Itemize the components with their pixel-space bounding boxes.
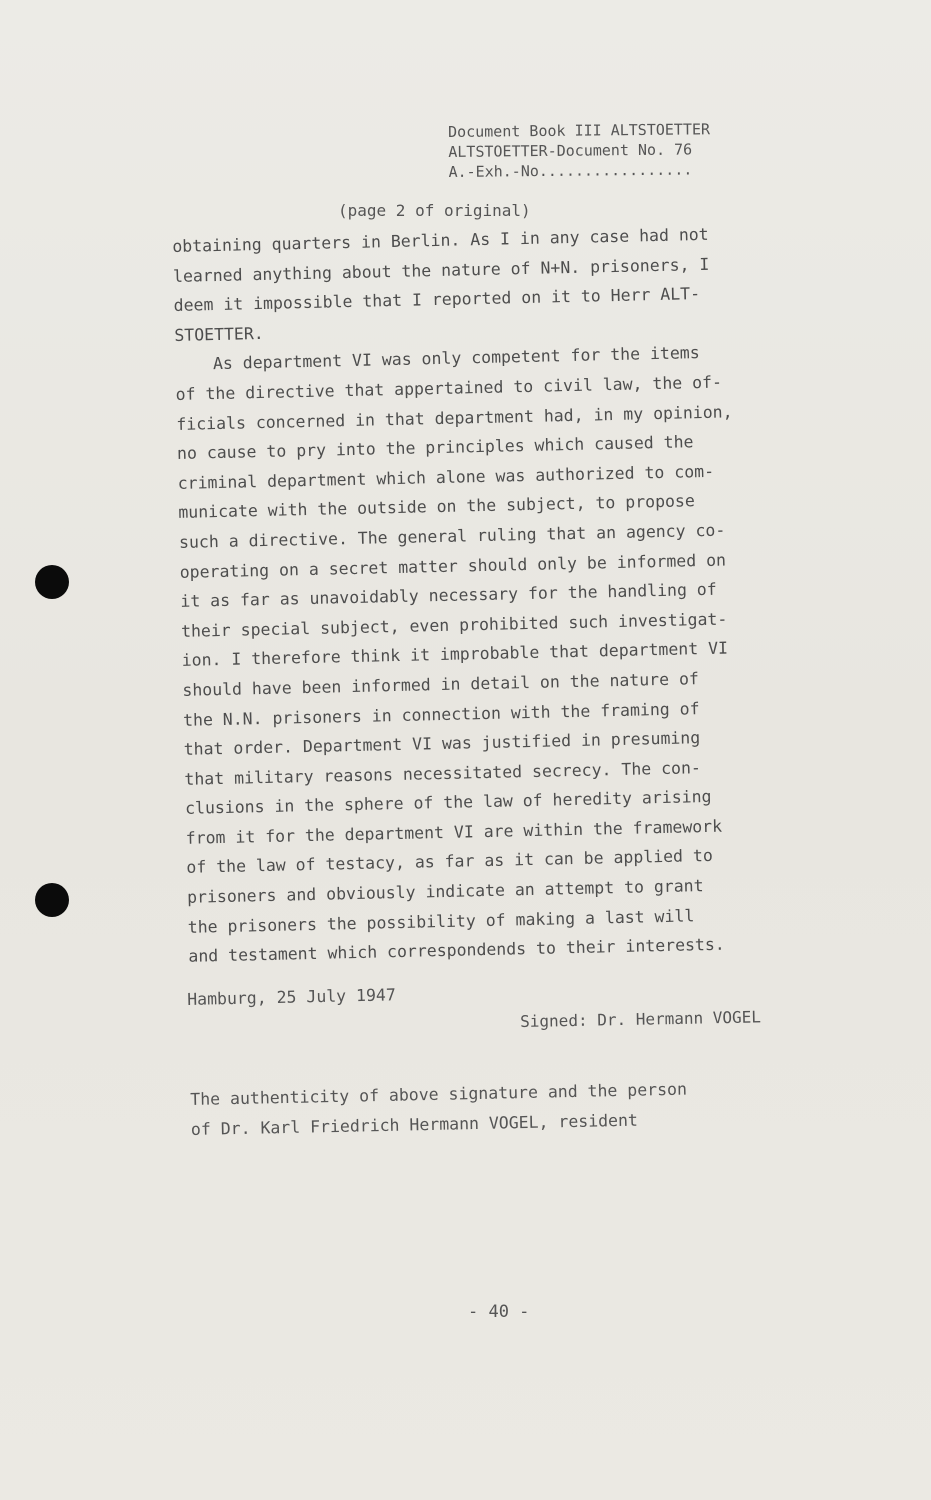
body-line: municate with the outside on the subject, to propose — [178, 491, 696, 523]
body-line: As department VI was only competent for the items — [212, 343, 700, 374]
body-line: the prisoners the possibility of making a last will — [187, 905, 695, 937]
body-line: criminal department which alone was authorized to com- — [177, 461, 715, 493]
body-line: such a directive. The general ruling that an agency co- — [178, 520, 726, 552]
document-reference-header — [448, 118, 809, 182]
body-line: that order. Department VI was justified in presuming — [183, 728, 701, 759]
body-line: obtaining quarters in Berlin. As I in any case had not — [172, 224, 709, 256]
body-line: deem it impossible that I reported on it to Herr ALT- — [173, 284, 701, 316]
place-and-date: Hamburg, 25 July 1947 — [187, 985, 397, 1009]
body-line: prisoners and obviously indicate an attempt to grant — [186, 876, 704, 907]
authentication-line: of Dr. Karl Friedrich Hermann VOGEL, resident — [190, 1110, 639, 1139]
body-line: ficials concerned in that department had, in my opinion, — [176, 401, 733, 434]
page-of-original-note: (page 2 of original) — [338, 201, 531, 220]
body-line: of the directive that appertained to civil law, the of- — [175, 372, 723, 404]
body-line: ion. I therefore think it improbable that department VI — [181, 638, 729, 671]
punch-hole — [35, 565, 69, 599]
body-line: the N.N. prisoners in connection with the framing of — [182, 698, 700, 730]
body-line: from it for the department VI are within the framework — [185, 816, 723, 848]
body-line: it as far as unavoidably necessary for the handling of — [180, 579, 717, 612]
body-line: STOETTER. — [174, 323, 264, 345]
authentication-line: The authenticity of above signature and the person — [190, 1079, 688, 1109]
page-number: - 40 - — [468, 1302, 530, 1322]
body-line: should have been informed in detail on the nature of — [182, 669, 700, 700]
exhibit-number-line: A.-Exh.-No................. — [448, 160, 693, 181]
document-number-line: ALTSTOETTER-Document No. 76 — [448, 140, 693, 161]
body-line: learned anything about the nature of N+N. prisoners, I — [172, 254, 710, 286]
signature-line: Signed: Dr. Hermann VOGEL — [520, 1007, 762, 1031]
body-line: their special subject, even prohibited such investigat- — [180, 609, 728, 641]
body-text — [172, 217, 854, 972]
body-line: and testament which correspondends to their interests. — [188, 934, 725, 967]
body-line: clusions in the sphere of the law of heredity arising — [184, 787, 712, 819]
authentication-statement — [190, 1072, 811, 1145]
body-line: of the law of testacy, as far as it can be applied to — [186, 846, 714, 878]
body-line: no cause to pry into the principles which caused the — [176, 432, 694, 464]
body-line: operating on a secret matter should only be informed on — [179, 550, 727, 582]
body-line: that military reasons necessitated secrecy. The con- — [184, 757, 702, 789]
document-book-line: Document Book III ALTSTOETTER — [448, 120, 711, 141]
punch-hole — [35, 883, 69, 917]
